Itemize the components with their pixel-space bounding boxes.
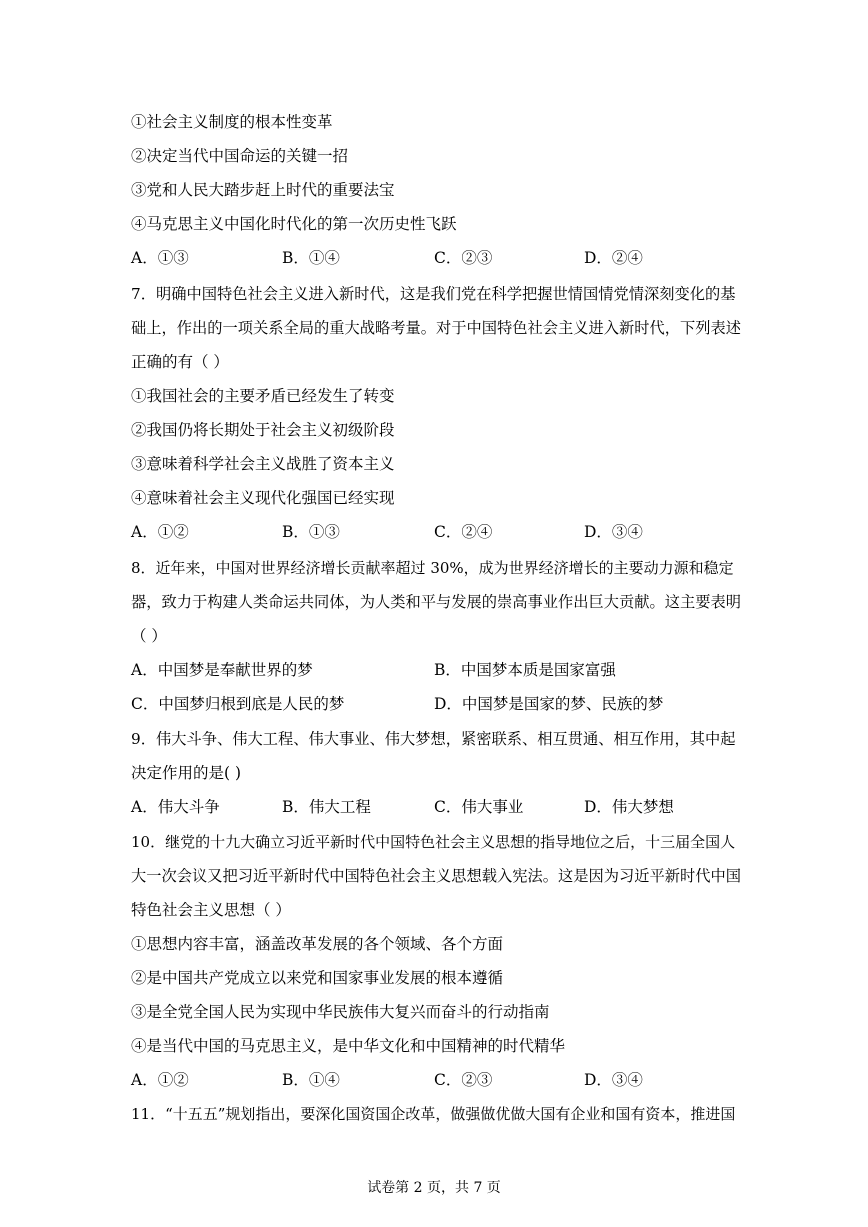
q9-option-c: C．伟大事业	[434, 798, 524, 816]
q10-option-c: C．②③	[434, 1071, 493, 1089]
q6-item-3: ③党和人民大踏步赶上时代的重要法宝	[131, 181, 395, 199]
q10-item-4: ④是当代中国的马克思主义，是中华文化和中国精神的时代精华	[131, 1037, 566, 1055]
q9-option-b: B．伟大工程	[282, 798, 371, 816]
q7-stem-line-2: 础上，作出的一项关系全局的重大战略考量。对于中国特色社会主义进入新时代，下列表述	[131, 319, 741, 337]
q8-option-a: A．中国梦是奉献世界的梦	[131, 661, 313, 679]
q8-option-c: C．中国梦归根到底是人民的梦	[131, 695, 345, 713]
q10-item-1: ①思想内容丰富，涵盖改革发展的各个领域、各个方面	[131, 935, 504, 953]
q7-stem-line-3: 正确的有（ ）	[131, 353, 229, 371]
q10-item-2: ②是中国共产党成立以来党和国家事业发展的根本遵循	[131, 969, 504, 987]
q6-item-2: ②决定当代中国命运的关键一招	[131, 147, 349, 165]
q10-item-3: ③是全党全国人民为实现中华民族伟大复兴而奋斗的行动指南	[131, 1003, 550, 1021]
q10-stem-line-2: 大一次会议又把习近平新时代中国特色社会主义思想载入宪法。这是因为习近平新时代中国	[131, 867, 741, 885]
q7-stem-line-1: 7．明确中国特色社会主义进入新时代，这是我们党在科学把握世情国情党情深刻变化的基	[131, 285, 736, 303]
q8-stem-line-1: 8．近年来，中国对世界经济增长贡献率超过 30%，成为世界经济增长的主要动力源和稳定	[131, 559, 734, 577]
q7-item-1: ①我国社会的主要矛盾已经发生了转变	[131, 387, 395, 405]
q8-stem-line-3: （ ）	[131, 627, 167, 645]
q10-stem-line-3: 特色社会主义思想（ ）	[131, 901, 291, 919]
q6-option-a: A．①③	[131, 249, 189, 267]
q8-option-b: B．中国梦本质是国家富强	[434, 661, 616, 679]
q7-option-c: C．②④	[434, 523, 493, 541]
q7-option-b: B．①③	[282, 523, 340, 541]
q7-item-2: ②我国仍将长期处于社会主义初级阶段	[131, 421, 395, 439]
q8-stem-line-2: 器，致力于构建人类命运共同体，为人类和平与发展的崇高事业作出巨大贡献。这主要表明	[131, 593, 741, 611]
q9-option-d: D．伟大梦想	[584, 798, 674, 816]
q9-option-a: A．伟大斗争	[131, 798, 220, 816]
q10-option-b: B．①④	[282, 1071, 340, 1089]
q7-option-a: A．①②	[131, 523, 189, 541]
q6-item-4: ④马克思主义中国化时代化的第一次历史性飞跃	[131, 215, 457, 233]
q7-option-d: D．③④	[584, 523, 643, 541]
page-footer: 试卷第 2 页，共 7 页	[367, 1180, 501, 1196]
q9-stem-line-2: 决定作用的是( )	[131, 764, 242, 782]
q9-stem-line-1: 9．伟大斗争、伟大工程、伟大事业、伟大梦想，紧密联系、相互贯通、相互作用，其中起	[131, 730, 736, 748]
q10-option-a: A．①②	[131, 1071, 189, 1089]
q6-option-b: B．①④	[282, 249, 340, 267]
q7-item-4: ④意味着社会主义现代化强国已经实现	[131, 489, 395, 507]
q11-stem-line-1: 11．“十五五”规划指出，要深化国资国企改革，做强做优做大国有企业和国有资本，推进国	[131, 1105, 736, 1123]
q10-stem-line-1: 10．继党的十九大确立习近平新时代中国特色社会主义思想的指导地位之后，十三届全国人	[131, 833, 736, 851]
q6-item-1: ①社会主义制度的根本性变革	[131, 113, 333, 131]
q6-option-c: C．②③	[434, 249, 493, 267]
q7-item-3: ③意味着科学社会主义战胜了资本主义	[131, 455, 395, 473]
q10-option-d: D．③④	[584, 1071, 643, 1089]
q8-option-d: D．中国梦是国家的梦、民族的梦	[434, 695, 664, 713]
q6-option-d: D．②④	[584, 249, 643, 267]
